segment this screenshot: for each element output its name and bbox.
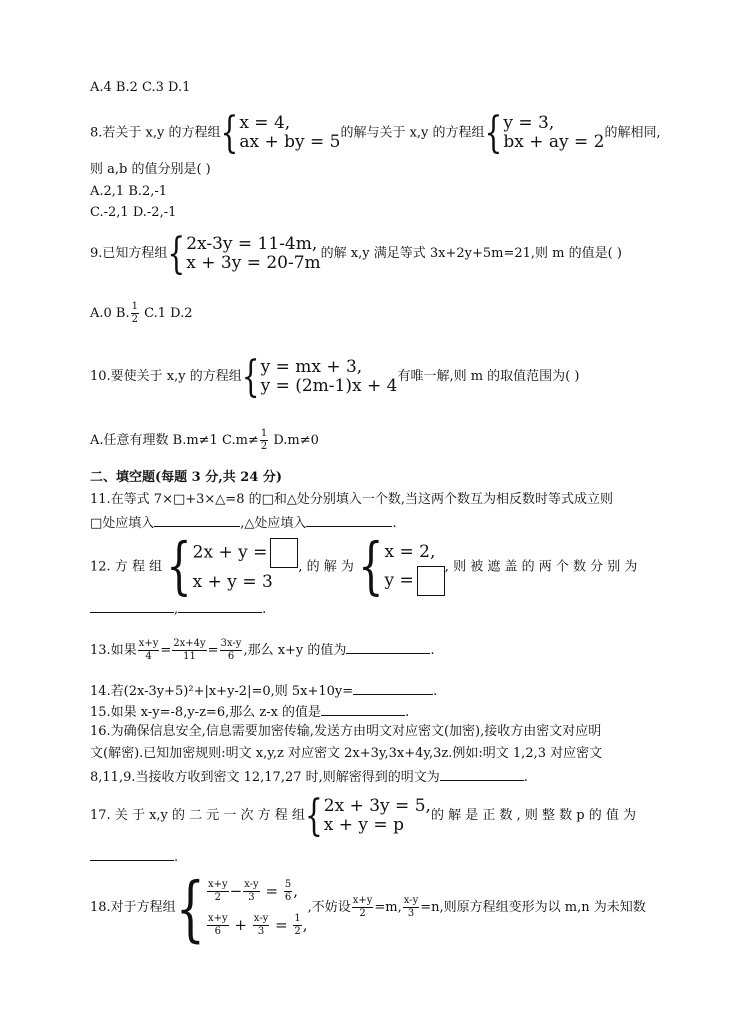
q18-sub-n-text: =n,则原方程组变形为以 m,n 为未知数 xyxy=(420,900,646,915)
q13-answer-blank[interactable] xyxy=(346,641,430,654)
q15-line xyxy=(90,703,409,721)
q12-comma: , xyxy=(174,602,179,617)
q14-answer-blank[interactable] xyxy=(353,682,433,695)
q13-fraction-3: $\frac{3x-y}{6}$ xyxy=(220,638,242,662)
q8-middle: 的解与关于 x,y 的方程组 xyxy=(340,125,485,141)
q17-sys-eq2: x + y = p xyxy=(323,814,404,835)
q17-suffix: 的 解 是 正 数 , 则 整 数 p 的 值 为 xyxy=(430,808,636,823)
q17-line1 xyxy=(90,789,636,841)
q13-fraction-1: $\frac{x+y}{4}$ xyxy=(138,638,159,662)
q12-system-1: { 2x + y = x + y = 3 xyxy=(166,538,298,596)
q8-sys2-eq2: bx + ay = 2 xyxy=(503,132,605,152)
q14-period: . xyxy=(433,684,438,699)
q17-period: . xyxy=(174,850,179,865)
q11-period: . xyxy=(392,516,397,531)
q8-line1 xyxy=(90,106,661,158)
q11-label-square: □处应填入 xyxy=(90,516,155,531)
q10-system: { y = mx + 3, y = (2m-1)x + 4 xyxy=(241,350,398,402)
q12-sys1-eq2: x + y = 3 xyxy=(192,572,273,592)
q12-line1 xyxy=(90,531,638,603)
q7-options: A.4 B.2 C.3 D.1 xyxy=(90,80,191,95)
q12-suffix: 则 被 遮 盖 的 两 个 数 分 别 为 xyxy=(453,559,638,575)
q13-fraction-2: $\frac{2x+4y}{11}$ xyxy=(173,638,206,662)
q10-prefix: 10.要使关于 x,y 的方程组 xyxy=(90,369,242,384)
q15-period: . xyxy=(405,705,410,720)
q17-prefix: 17. 关 于 x,y 的 二 元 一 次 方 程 组 xyxy=(90,808,305,823)
q18-system: { $\frac{x+y}{2}$ − $\frac{x-y}{3}$ = $\frac{5}{6}$ , $\frac{x+y}{6}$ + $\frac{x-y}{3}$ = $\frac{1}{2}$ , xyxy=(175,865,308,950)
q16-line3 xyxy=(90,768,528,786)
q11-line2 xyxy=(90,514,397,532)
q9-system: { 2x-3y = 11-4m, x + 3y = 20-7m xyxy=(167,227,321,279)
q17-answer-blank[interactable] xyxy=(90,848,174,861)
q8-system-1: { x = 4, ax + by = 5 xyxy=(220,106,341,158)
q11-label-triangle: ,△处应填入 xyxy=(240,516,307,531)
q12-prefix: 12. 方 程 组 xyxy=(90,559,163,575)
q12-sys2-eq2: y = xyxy=(385,566,445,596)
q8-options-1: A.2,1 B.2,-1 xyxy=(90,184,168,199)
q14-text: 14.若(2x-3y+5)²+|x+y-2|=0,则 5x+10y= xyxy=(90,684,354,699)
q17-system: { 2x + 3y = 5, x + y = p xyxy=(304,789,431,841)
q9-sys-eq2: x + 3y = 20-7m xyxy=(186,252,321,273)
q13-period: . xyxy=(430,643,435,658)
q10-sys-eq1: y = mx + 3, xyxy=(260,356,363,377)
section-2-title: 二、填空题(每题 3 分,共 24 分) xyxy=(90,470,283,485)
q12-covered-box-1 xyxy=(270,538,298,568)
q8-suffix: 的解相同, xyxy=(604,125,661,141)
q12-answer-blank-1[interactable] xyxy=(90,600,174,613)
q8-system-2: { y = 3, bx + ay = 2 xyxy=(484,106,605,158)
q16-period: . xyxy=(523,770,528,785)
q15-answer-blank[interactable] xyxy=(321,703,405,716)
q9-prefix: 9.已知方程组 xyxy=(90,246,168,261)
q16-line2: 文(解密).已知加密规则:明文 x,y,z 对应密文 2x+3y,3x+4y,3z.例如:明文 1,2,3 对应密文 xyxy=(90,746,603,761)
q18-line1 xyxy=(90,865,646,950)
q13-equals-2: = xyxy=(207,643,219,658)
q10-sys-eq2: y = (2m-1)x + 4 xyxy=(260,375,398,396)
q18-sub-fraction-1: $\frac{x+y}{2}$ xyxy=(352,895,373,919)
q9-sys-eq1: 2x-3y = 11-4m, xyxy=(186,233,318,254)
q13-suffix: ,那么 x+y 的值为 xyxy=(243,643,347,658)
q8-line2: 则 a,b 的值分别是( ) xyxy=(90,162,211,177)
q8-sys1-eq1: x = 4, xyxy=(239,113,291,133)
q16-line1: 16.为确保信息安全,信息需要加密传输,发送方由明文对应密文(加密),接收方由密文对应明 xyxy=(90,724,602,739)
q12-covered-box-2 xyxy=(417,566,445,596)
q18-sub-m: =m, xyxy=(374,900,402,915)
q12-line2 xyxy=(90,600,266,618)
q15-text: 15.如果 x-y=-8,y-z=6,那么 z-x 的值是 xyxy=(90,705,322,720)
q9-suffix: 的解 x,y 满足等式 3x+2y+5m=21,则 m 的值是( ) xyxy=(320,246,622,261)
q8-sys1-eq2: ax + by = 5 xyxy=(239,132,341,152)
q16-answer-blank[interactable] xyxy=(440,768,524,781)
q8-options-2: C.-2,1 D.-2,-1 xyxy=(90,205,177,220)
q8-sys2-eq1: y = 3, xyxy=(503,113,555,133)
q10-options xyxy=(90,425,319,457)
q18-sys-eq2: $\frac{x+y}{6}$ + $\frac{x-y}{3}$ = $\frac{1}{2}$ , xyxy=(207,913,308,937)
q9-line1 xyxy=(90,227,622,279)
q13-line xyxy=(90,636,435,666)
q18-prefix: 18.对于方程组 xyxy=(90,900,176,915)
q17-line2 xyxy=(90,848,178,866)
q11-answer-blank-2[interactable] xyxy=(306,514,392,527)
q9-opt-a-b: A.0 B. xyxy=(90,306,130,321)
q12-system-2: { x = 2, y = xyxy=(358,538,445,596)
q18-sys-eq1: $\frac{x+y}{2}$ − $\frac{x-y}{3}$ = $\frac{5}{6}$ , xyxy=(207,879,299,903)
q13-equals-1: = xyxy=(160,643,172,658)
q12-comma-1: , xyxy=(298,559,303,575)
q10-line1 xyxy=(90,350,580,402)
q12-sys1-eq1: 2x + y = xyxy=(193,538,299,568)
q11-answer-blank-1[interactable] xyxy=(154,514,240,527)
q10-suffix: 有唯一解,则 m 的取值范围为( ) xyxy=(397,369,580,384)
q12-sys2-eq1: x = 2, xyxy=(384,542,436,562)
q16-text: 8,11,9.当接收方收到密文 12,17,27 时,则解密得到的明文为 xyxy=(90,770,440,785)
q13-prefix: 13.如果 xyxy=(90,643,137,658)
q10-opt-d: D.m≠0 xyxy=(269,433,319,448)
q9-fraction-half: $\frac{1}{2}$ xyxy=(131,301,138,325)
q9-options xyxy=(90,298,193,330)
q12-period: . xyxy=(262,602,267,617)
q10-opt-abc: A.任意有理数 B.m≠1 C.m≠ xyxy=(90,433,259,448)
q12-comma-2: , xyxy=(444,559,449,575)
q9-opt-rest: C.1 D.2 xyxy=(139,306,193,321)
q10-fraction-half: $\frac{1}{2}$ xyxy=(260,428,268,452)
q11-line1: 11.在等式 7×□+3×△=8 的□和△处分别填入一个数,当这两个数互为相反数时等式成立则 xyxy=(90,492,614,507)
q18-let-text: ,不妨设 xyxy=(307,900,351,915)
q14-line xyxy=(90,682,437,700)
q8-prefix: 8.若关于 x,y 的方程组 xyxy=(90,125,221,141)
q18-sub-fraction-2: $\frac{x-y}{3}$ xyxy=(403,895,419,919)
q12-middle: 的 解 为 xyxy=(306,559,354,575)
q12-answer-blank-2[interactable] xyxy=(178,600,262,613)
q17-sys-eq1: 2x + 3y = 5, xyxy=(323,795,431,816)
